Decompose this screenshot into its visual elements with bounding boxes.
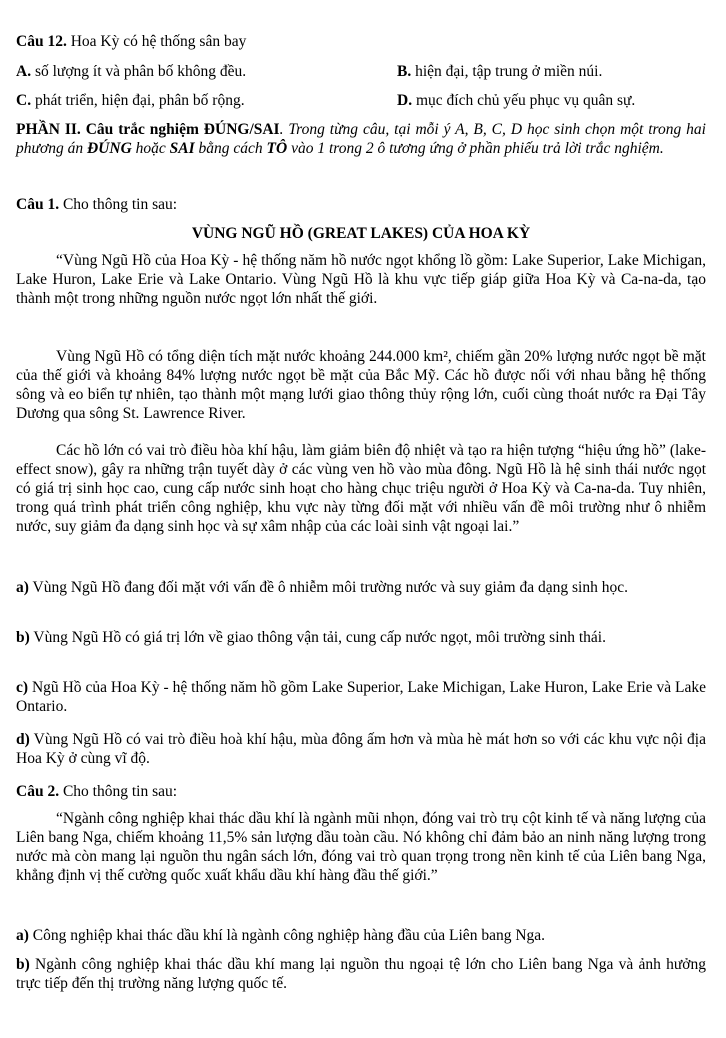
statement-letter: a) xyxy=(16,579,29,596)
passage-paragraph-3: Các hồ lớn có vai trò điều hòa khí hậu, làm giảm biên độ nhiệt và tạo ra hiện tượng “hiệu ứng hồ” (lake-effect snow), gây ra những trận tuyết dày ở các vùng ven hồ vào mùa đông. Ngũ Hồ là hệ sinh thái nước ngọt có giá trị sinh học cao, cung cấp nước sinh hoạt cho hàng chục triệu người ở Hoa Kỳ và Ca-na-da. Tuy nhiên, trong quá trình phát triển công nghiệp, khu vực này từng đối mặt với nhiều vấn đề môi trường như ô nhiễm nước, suy giảm đa dạng sinh học và sự xâm nhập của các loài sinh vật ngoại lai.” xyxy=(16,442,706,535)
passage-paragraph-1: “Vùng Ngũ Hồ của Hoa Kỳ - hệ thống năm hồ nước ngọt khổng lồ gồm: Lake Superior, Lake Michigan, Lake Huron, Lake Erie và Lake Ontario. Vùng Ngũ Hồ là khu vực tiếp giáp giữa Hoa Kỳ và Ca-na-da, tạo thành một trong những nguồn nước ngọt lớn nhất thế giới. xyxy=(16,252,706,307)
option-d xyxy=(397,91,635,110)
statement-letter: c) xyxy=(16,679,29,696)
statement-b xyxy=(16,628,706,647)
question-text: Hoa Kỳ có hệ thống sân bay xyxy=(66,33,247,50)
option-letter: C. xyxy=(16,92,32,109)
option-letter: D. xyxy=(397,92,413,109)
question-label: Câu 2. xyxy=(16,783,60,800)
passage-heading: VÙNG NGŨ HỒ (GREAT LAKES) CỦA HOA KỲ xyxy=(191,225,531,242)
instruction-text: hoặc xyxy=(131,140,170,157)
question-text: Cho thông tin sau: xyxy=(59,783,178,800)
statement-text: Vùng Ngũ Hồ có vai trò điều hoà khí hậu, mùa đông ấm hơn và mùa hè mát hơn so với các khu vực nội địa Hoa Kỳ ở cùng vĩ độ. xyxy=(16,731,706,767)
option-text: số lượng ít và phân bố không đều. xyxy=(31,63,247,80)
question-12-options-row-2 xyxy=(16,91,706,110)
question-label: Câu 1. xyxy=(16,196,60,213)
statement-letter: d) xyxy=(16,731,30,748)
instruction-text: bằng cách xyxy=(194,140,267,157)
instruction-text: vào 1 trong 2 ô tương ứng ở phần phiếu trả lời trắc nghiệm. xyxy=(287,140,664,157)
statement-letter: b) xyxy=(16,629,30,646)
passage-paragraph-2: Vùng Ngũ Hồ có tổng diện tích mặt nước khoảng 244.000 km², chiếm gần 20% lượng nước ngọt bề mặt của thế giới và khoảng 84% lượng nước ngọt bề mặt của Bắc Mỹ. Các hồ được nối với nhau bằng hệ thống sông và eo biển tự nhiên, tạo thành một mạng lưới giao thông thủy rộng lớn, cuối cùng thoát nước ra Đại Tây Dương qua sông St. Lawrence River. xyxy=(16,348,706,422)
statement-text: Ngũ Hồ của Hoa Kỳ - hệ thống năm hồ gồm Lake Superior, Lake Michigan, Lake Huron, Lake Erie và Lake Ontario. xyxy=(16,679,706,715)
question-label: Câu 12. xyxy=(16,33,67,50)
passage-paragraph-q2: “Ngành công nghiệp khai thác dầu khí là ngành mũi nhọn, đóng vai trò trụ cột kinh tế và năng lượng của Liên bang Nga, chiếm khoảng 11,5% sản lượng dầu toàn cầu. Nó không chỉ đảm bảo an ninh năng lượng trong nước mà còn mang lại nguồn thu ngân sách lớn, đóng vai trò quan trọng trong nền kinh tế của Liên bang Nga, khẳng định vị thế cường quốc xuất khẩu dầu khí hàng đầu thế giới.” xyxy=(16,810,706,884)
question-12-options-row-1 xyxy=(16,62,706,81)
question-12-stem xyxy=(16,32,706,51)
option-a xyxy=(16,62,397,81)
statement-d xyxy=(16,730,706,768)
statement-text: Vùng Ngũ Hồ đang đối mặt với vấn đề ô nhiễm môi trường nước và suy giảm đa dạng sinh học. xyxy=(28,579,628,596)
option-b xyxy=(397,62,602,81)
keyword-to: TÔ xyxy=(266,140,288,157)
part-2-instructions xyxy=(16,120,706,158)
statement-a xyxy=(16,926,706,945)
option-text: mục đích chủ yếu phục vụ quân sự. xyxy=(412,92,636,109)
statement-c xyxy=(16,678,706,716)
statement-letter: a) xyxy=(16,927,29,944)
statement-text: Vùng Ngũ Hồ có giá trị lớn về giao thông vận tải, cung cấp nước ngọt, môi trường sinh thái. xyxy=(29,629,606,646)
option-text: phát triển, hiện đại, phân bố rộng. xyxy=(31,92,245,109)
keyword-sai: SAI xyxy=(169,140,195,157)
keyword-dung: ĐÚNG xyxy=(86,140,132,157)
question-2-intro xyxy=(16,782,706,801)
option-letter: B. xyxy=(397,63,412,80)
statement-letter: b) xyxy=(16,956,30,973)
question-text: Cho thông tin sau: xyxy=(59,196,178,213)
statement-b xyxy=(16,955,706,993)
statement-text: Công nghiệp khai thác dầu khí là ngành công nghiệp hàng đầu của Liên bang Nga. xyxy=(28,927,546,944)
part-title: PHẦN II. Câu trắc nghiệm ĐÚNG/SAI xyxy=(16,121,280,138)
option-letter: A. xyxy=(16,63,32,80)
option-c xyxy=(16,91,397,110)
statement-a xyxy=(16,578,706,597)
statement-text: Ngành công nghiệp khai thác dầu khí mang lại nguồn thu ngoại tệ lớn cho Liên bang Nga và ảnh hưởng trực tiếp đến thị trường năng lượng quốc tế. xyxy=(16,956,706,992)
question-1-intro xyxy=(16,195,706,214)
instruction-text: . Trong từng câu, tại mỗi ý A, B, C, D học sinh chọn một trong hai phương án xyxy=(16,121,706,157)
option-text: hiện đại, tập trung ở miền núi. xyxy=(411,63,603,80)
